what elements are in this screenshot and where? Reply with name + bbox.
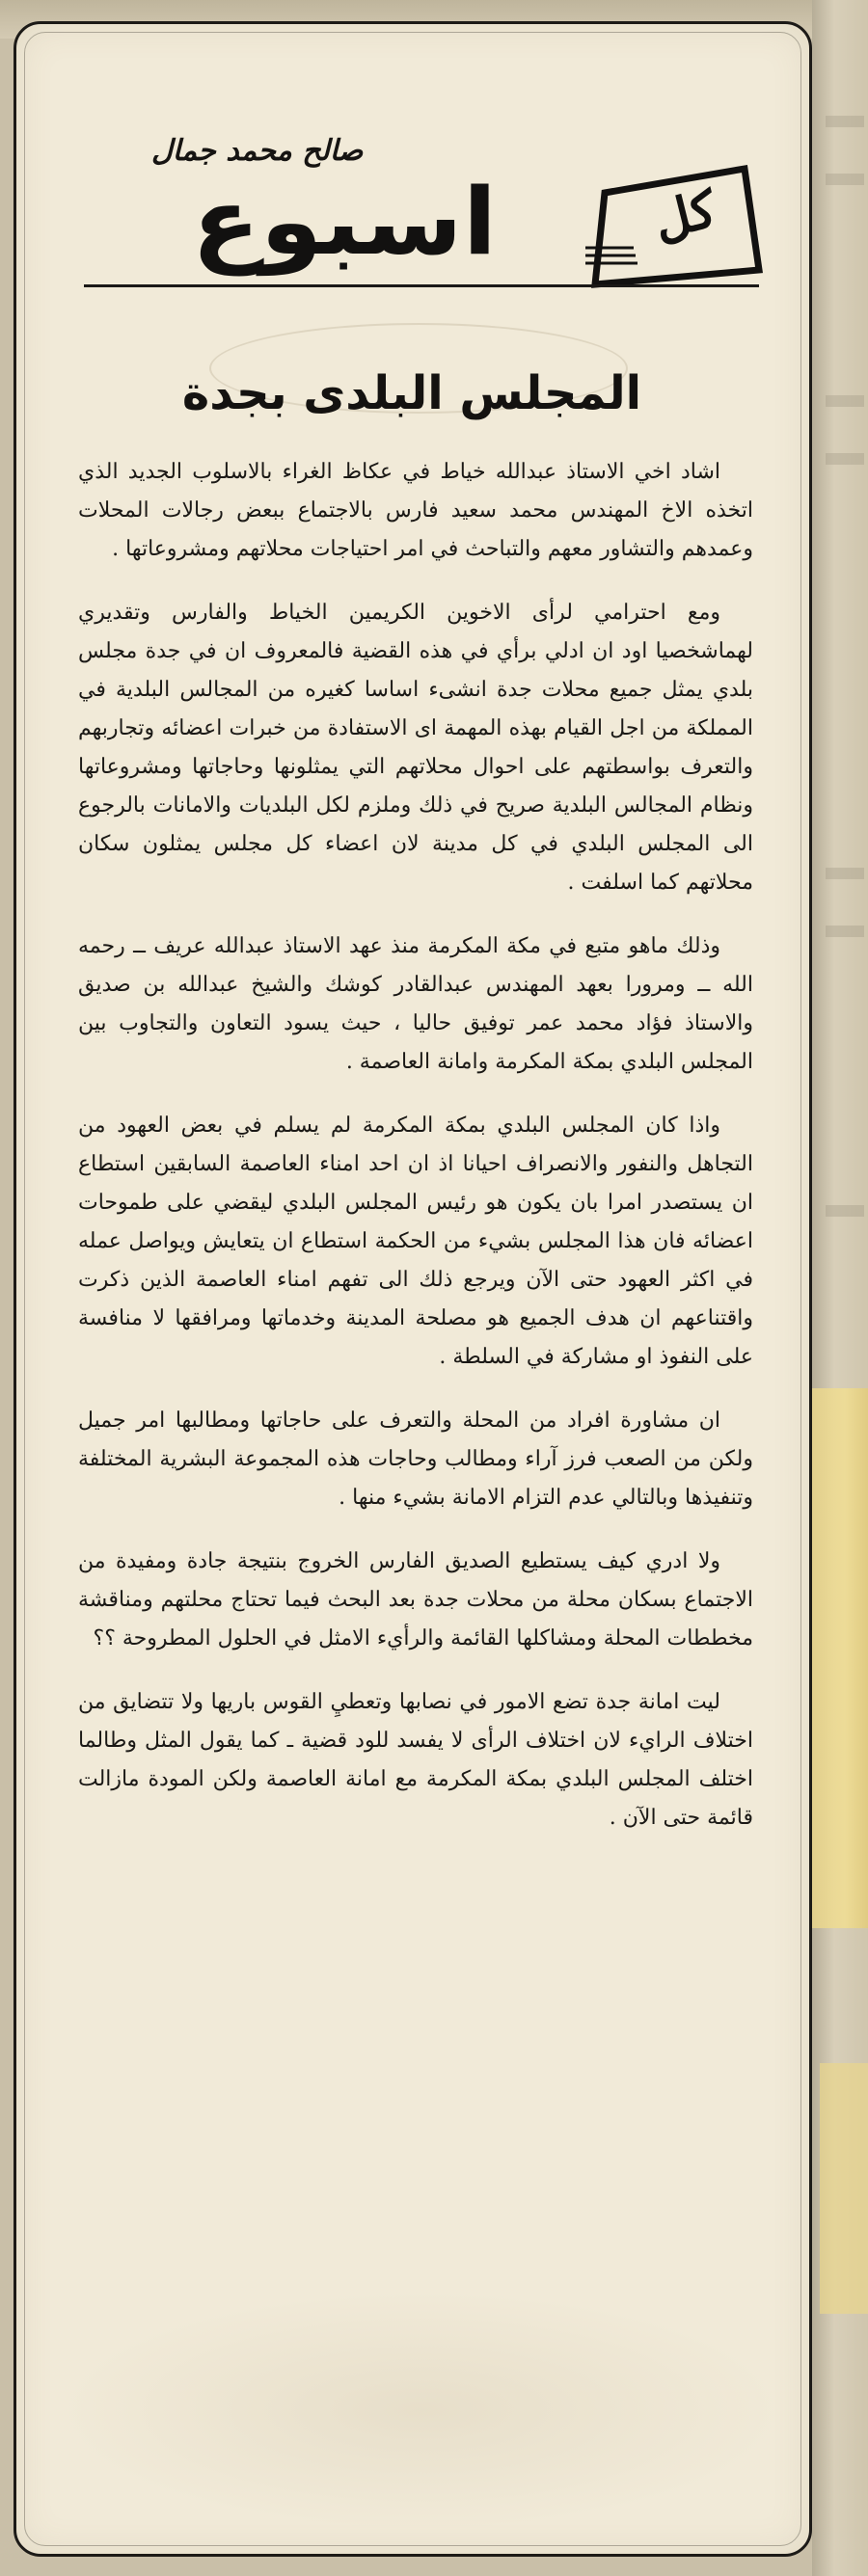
article-title: المجلس البلدى بجدة: [181, 366, 642, 420]
paragraph: واذا كان المجلس البلدي بمكة المكرمة لم يسلم في بعض العهود من التجاهل والنفور والانصراف احيانا اذ ان احد امناء العاصمة السابقين استطاع ان يستصدر امرا بان يكون هو رئيس المجلس البلدي ليقضي على طموحات اعضائه فان هذا المجلس بشيء من الحكمة استطاع ان يتعايش ويواصل عمله في اكثر العهود حتى الآن ويرجع ذلك الى تفهم امناء العاصمة الذين ذكرت واقتناعهم ان هدف الجميع هو مصلحة المدينة وخدماتها ومرافقها لا منافسة على النفوذ او مشاركة في السلطة .: [78, 1114, 753, 1369]
paragraph: ليت امانة جدة تضع الامور في نصابها وتعطيِ القوس باريها ولا تتضايق من اختلاف الرايء لان اختلاف الرأى لا يفسد للود قضية ـ كما يقول المثل وطالما اختلف المجلس البلدي بمكة المكرمة مع امانة العاصمة ولكن المودة مازالت قائمة حتى الآن .: [78, 1690, 753, 1830]
masthead-box-logo: [576, 159, 769, 294]
yellow-stain: [820, 2063, 868, 2314]
yellow-sticky-note: [810, 1388, 868, 1928]
masthead-box-word: كل: [647, 179, 722, 252]
paper-stain: [55, 2290, 788, 2531]
author-name: صالح محمد جمال: [151, 134, 364, 168]
masthead-word: [74, 169, 614, 275]
paragraph: ان مشاورة افراد من المحلة والتعرف على حاجاتها ومطالبها امر جميل ولكن من الصعب فرز آراء ومطالب وحاجات هذه المجموعة البشرية المختلفة وتنفيذها وبالتالي عدم التزام الامانة بشيء منها .: [78, 1409, 753, 1510]
column-masthead: [74, 130, 769, 313]
paragraph: وذلك ماهو متبع في مكة المكرمة منذ عهد الاستاذ عبدالله عريف ــ رحمه الله ــ ومرورا بعهد المهندس عبدالقادر كوشك والشيخ عبدالله بن صديق والاستاذ فؤاد محمد عمر توفيق حاليا ، حيث يسود التعاون والتجاوب بين المجلس البلدي بمكة المكرمة وامانة العاصمة .: [78, 934, 753, 1074]
article-body: [78, 453, 753, 1863]
paragraph: ومع احترامي لرأى الاخوين الكريمين الخياط والفارس وتقديري لهماشخصيا اود ان ادلي برأي في هذه القضية فالمعروف ان في جدة مجلس بلدي يمثل جميع محلات جدة انشىء اساسا كغيره من المجالس البلدية في المملكة من اجل القيام بهذه المهمة اى الاستفادة من خبرات اعضائه وتجاربهم والتعرف بواسطتهم على احوال محلاتهم التي يمثلونها وحاجاتها ومشروعاتها ونظام المجالس البلدية صريح في ذلك وملزم لكل البلديات والامانات بالرجوع الى المجلس البلدي في كل مدينة لان اعضاء كل مجلس يمثلون سكان محلاتهم كما اسلفت .: [78, 601, 753, 895]
article-column-frame: [14, 21, 812, 2557]
paragraph: اشاد اخي الاستاذ عبدالله خياط في عكاظ الغراء بالاسلوب الجديد الذي اتخذه الاخ المهندس محمد سعيد فارس بالاجتماع ببعض رجالات المحلات وعمدهم والتشاور معهم والتباحث في امر احتياجات محلاتهم ومشروعاتها .: [78, 460, 753, 561]
masthead-rule: [84, 284, 759, 287]
masthead-main-word: اسبوع: [191, 167, 498, 277]
paragraph: ولا ادري كيف يستطيع الصديق الفارس الخروج بنتيجة جادة ومفيدة من الاجتماع بسكان محلة من محلات جدة بعد البحث فيما تحتاج محلتهم ومناقشة مخططات المحلة ومشاكلها القائمة والرأيء الامثل في الحلول المطروحة ؟؟: [78, 1549, 753, 1650]
